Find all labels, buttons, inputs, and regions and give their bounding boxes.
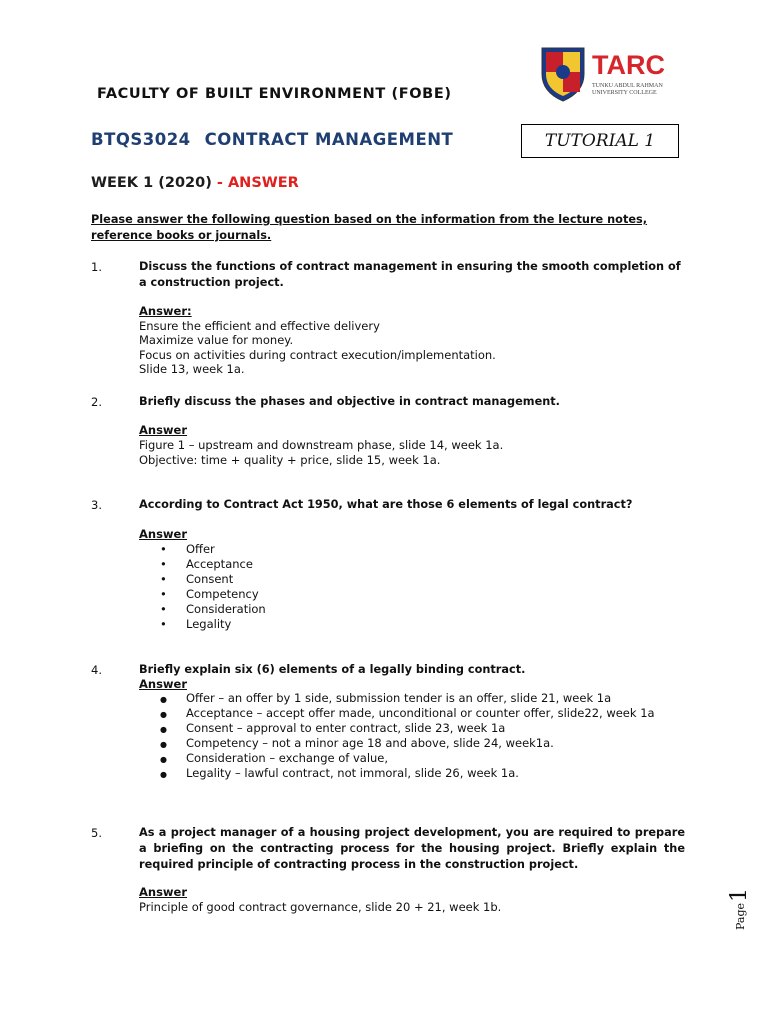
course-code: BTQS3024 [91, 130, 191, 149]
answer-line: Ensure the efficient and effective delivery [139, 319, 380, 333]
answer-line: Objective: time + quality + price, slide 15, week 1a. [139, 453, 441, 467]
question-text: Discuss the functions of contract management in ensuring the smooth completion of a construction project. [139, 260, 681, 289]
course-name: CONTRACT MANAGEMENT [204, 130, 454, 149]
answer-line: Focus on activities during contract execution/implementation. [139, 348, 496, 362]
page-word: Page [734, 902, 747, 930]
course-title [91, 130, 453, 149]
answer-line: Slide 13, week 1a. [139, 362, 245, 376]
answer-label: Answer [139, 527, 188, 541]
question-number: 3. [91, 498, 102, 512]
page-number-label [722, 886, 752, 934]
list-item: • Consent [160, 572, 266, 587]
answer-list [160, 542, 266, 632]
list-item: • Legality [160, 617, 266, 632]
tarc-logo [540, 44, 680, 104]
list-item: ● Offer – an offer by 1 side, submission tender is an offer, slide 21, week 1a [160, 691, 700, 706]
week-heading [91, 175, 299, 191]
page-number: 1 [727, 888, 752, 902]
list-item: ● Acceptance – accept offer made, unconditional or counter offer, slide22, week 1a [160, 706, 700, 721]
tutorial-box [521, 124, 679, 158]
list-item: ● Consideration – exchange of value, [160, 751, 700, 766]
answer-line: Principle of good contract governance, slide 20 + 21, week 1b. [139, 900, 502, 914]
answer-line: Maximize value for money. [139, 333, 294, 347]
tutorial-label: TUTORIAL 1 [544, 131, 656, 151]
answer-label: Answer [139, 423, 188, 437]
instructions: Please answer the following question based on the information from the lecture notes, reference books or journals. [91, 213, 648, 242]
week-label: WEEK 1 (2020) [91, 175, 212, 191]
svg-text:TUNKU ABDUL RAHMAN: TUNKU ABDUL RAHMAN [592, 83, 663, 89]
question-text: As a project manager of a housing project development, you are required to prepare a briefing on the contracting process for the housing project. Briefly explain the required principle of contracting process in the construction project. [139, 826, 685, 871]
answer-list [160, 691, 700, 781]
list-item: • Competency [160, 587, 266, 602]
list-item: • Consideration [160, 602, 266, 617]
question-number: 4. [91, 663, 102, 677]
answer-line: Figure 1 – upstream and downstream phase, slide 14, week 1a. [139, 438, 504, 452]
question-number: 2. [91, 395, 102, 409]
list-item: ● Competency – not a minor age 18 and above, slide 24, week1a. [160, 736, 700, 751]
question-text: Briefly discuss the phases and objective in contract management. [139, 395, 560, 408]
question-number: 5. [91, 826, 102, 840]
answer-label: Answer [139, 677, 188, 691]
answer-label: Answer: [139, 304, 192, 318]
question-text: Briefly explain six (6) elements of a legally binding contract. [139, 663, 526, 676]
svg-text:TARC: TARC [592, 50, 665, 80]
list-item: ● Consent – approval to enter contract, slide 23, week 1a [160, 721, 700, 736]
svg-text:UNIVERSITY COLLEGE: UNIVERSITY COLLEGE [592, 90, 657, 96]
question-number: 1. [91, 260, 102, 274]
list-item: ● Legality – lawful contract, not immoral, slide 26, week 1a. [160, 766, 700, 781]
list-item: • Acceptance [160, 557, 266, 572]
answer-label: Answer [139, 885, 188, 899]
question-text: According to Contract Act 1950, what are those 6 elements of legal contract? [139, 498, 633, 511]
list-item: • Offer [160, 542, 266, 557]
answer-tag: - ANSWER [211, 175, 299, 191]
faculty-title: FACULTY OF BUILT ENVIRONMENT (FOBE) [97, 86, 452, 102]
